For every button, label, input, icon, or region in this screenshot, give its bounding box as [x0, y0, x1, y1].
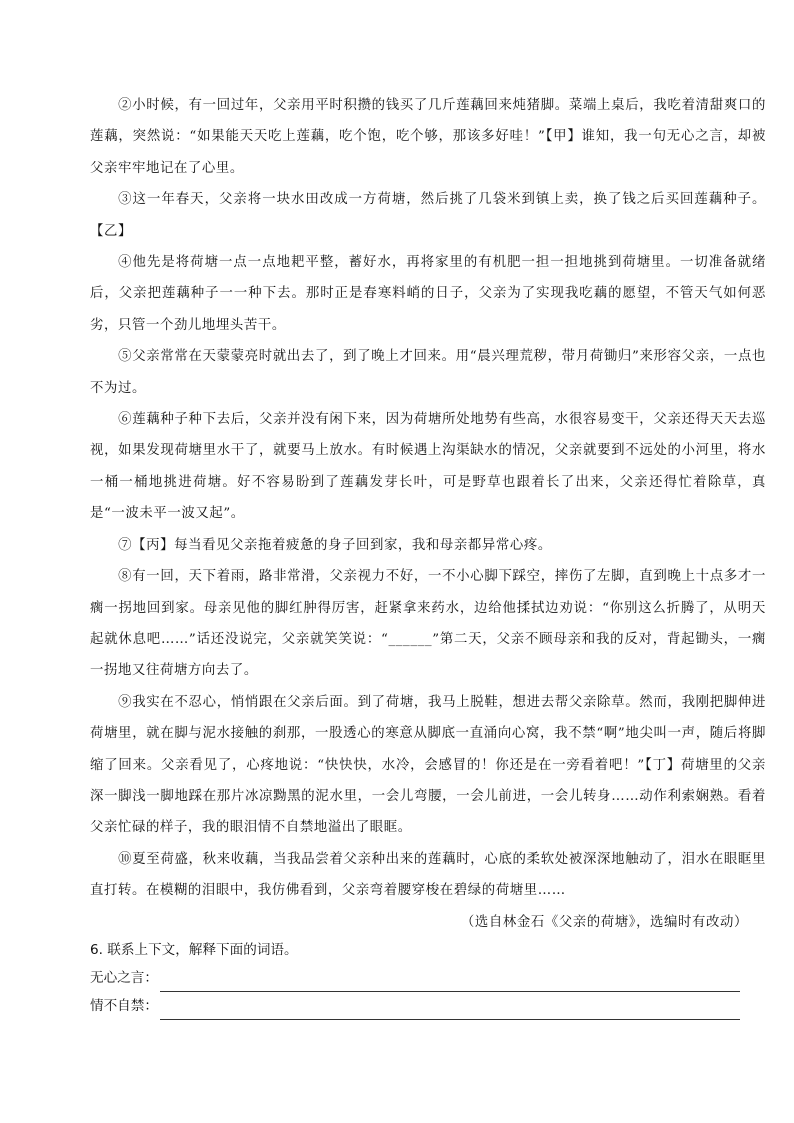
term-label-1: 无心之言： — [90, 970, 158, 986]
paragraph-7: ⑦【丙】每当看见父亲拖着疲惫的身子回到家，我和母亲都异常心疼。 — [118, 537, 552, 553]
answer-row-1 — [90, 964, 766, 992]
paragraph-5: ⑤父亲常常在天蒙蒙亮时就出去了，到了晚上才回来。用“晨兴理荒秽，带月荷锄归”来形容父亲，一点也不为过。 — [90, 349, 766, 396]
paragraph-10: ⑩夏至荷盛，秋来收藕，当我品尝着父亲种出来的莲藕时，心底的柔软处被深深地触动了，泪水在眼眶里直打转。在模糊的泪眼中，我仿佛看到，父亲弯着腰穿梭在碧绿的荷塘里…… — [90, 851, 766, 899]
essay-body — [90, 90, 766, 938]
paragraph-9: ⑨我实在不忍心，悄悄跟在父亲后面。到了荷塘，我马上脱鞋，想进去帮父亲除草。然而，我刚把脚伸进荷塘里，就在脚与泥水接触的刹那，一股透心的寒意从脚底一直涌向心窝，我不禁“啊”地尖叫一声，随后将脚缩了回来。父亲看见了，心疼地说：“快快快，水冷，会感冒的！你还是在一旁看着吧！”【丁】荷塘里的父亲深一脚浅一脚地踩在那片冰凉黝黑的泥水里，一会儿弯腰，一会儿前进，一会儿转身……动作利索娴熟。看着父亲忙碌的样子，我的眼泪情不自禁地溢出了眼眶。 — [90, 694, 766, 836]
source-citation: （选自林金石《父亲的荷塘》，选编时有改动） — [460, 914, 748, 930]
paragraph-4: ④他先是将荷塘一点一点地耙平整，蓄好水，再将家里的有机肥一担一担地挑到荷塘里。一切准备就绪后，父亲把莲藕种子一一种下去。那时正是春寒料峭的日子，父亲为了实现我吃藕的愿望，不管天气如何恶劣，只管一个劲儿地埋头苦干。 — [90, 255, 766, 333]
answer-line-1[interactable] — [160, 973, 740, 992]
question-6 — [90, 936, 766, 1020]
answer-line-2[interactable] — [160, 1001, 740, 1020]
paragraph-6: ⑥莲藕种子种下去后，父亲并没有闲下来，因为荷塘所处地势有些高，水很容易变干，父亲还得天天去巡视，如果发现荷塘里水干了，就要马上放水。有时候遇上沟渠缺水的情况，父亲就要到不远处的小河里，将水一桶一桶地挑进荷塘。好不容易盼到了莲藕发芽长叶，可是野草也跟着长了出来，父亲还得忙着除草，真是“一波未平一波又起”。 — [90, 412, 766, 522]
answer-row-2 — [90, 992, 766, 1020]
paragraph-8: ⑧有一回，天下着雨，路非常滑，父亲视力不好，一不小心脚下踩空，摔伤了左脚，直到晚上十点多才一瘸一拐地回到家。母亲见他的脚红肿得厉害，赶紧拿来药水，边给他揉拭边劝说：“你别这么折腾了，从明天起就休息吧……”话还没说完，父亲就笑笑说：“______”第二天，父亲不顾母亲和我的反对，背起锄头，一瘸一拐地又往荷塘方向去了。 — [90, 569, 766, 679]
question-prompt: 6. 联系上下文，解释下面的词语。 — [90, 942, 298, 958]
paragraph-3: ③这一年春天，父亲将一块水田改成一方荷塘，然后挑了几袋米到镇上卖，换了钱之后买回莲藕种子。【乙】 — [90, 192, 766, 239]
paragraph-2: ②小时候，有一回过年，父亲用平时积攒的钱买了几斤莲藕回来炖猪脚。菜端上桌后，我吃着清甜爽口的莲藕，突然说：“如果能天天吃上莲藕，吃个饱，吃个够，那该多好哇！”【甲】谁知，我一句无心之言，却被父亲牢牢地记在了心里。 — [90, 98, 766, 176]
term-label-2: 情不自禁： — [90, 998, 158, 1014]
